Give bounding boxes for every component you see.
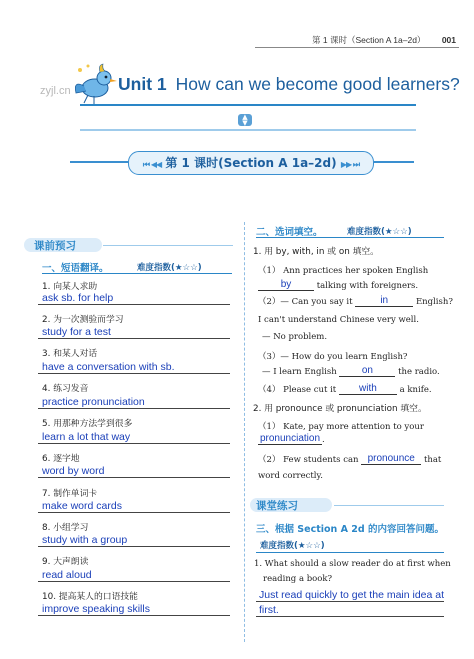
- part2-difficulty: 难度指数(★☆☆): [347, 227, 412, 237]
- phrase-a6: word by word: [42, 465, 105, 477]
- phrase-a5: learn a lot that way: [42, 431, 131, 443]
- sentence-2-1-tail: .: [322, 435, 325, 445]
- answer-line: [38, 443, 230, 444]
- sentence-2-1-line2: [258, 433, 325, 445]
- sentence-1-3-line2: [262, 365, 440, 377]
- sentence-1-2-head: （2）— Can you say it: [258, 297, 353, 307]
- running-header: [312, 34, 456, 46]
- part1-underline: [42, 273, 232, 274]
- section-banner: [128, 151, 374, 175]
- part1-difficulty: 难度指数(★☆☆): [137, 263, 202, 273]
- banner-line-right: [374, 161, 414, 163]
- answer-line: [38, 546, 230, 547]
- question-3-1: 1. What should a slow reader do at first when: [254, 559, 451, 569]
- sentence-1-4-head: （4） Please cut it: [258, 385, 337, 395]
- unit-title: [118, 74, 460, 95]
- column-divider: [244, 222, 245, 642]
- sentence-1-1: （1） Ann practices her spoken English: [258, 266, 429, 276]
- section-banner-title: 第 1 课时(Section A 1a–2d): [165, 156, 337, 170]
- unit-number: Unit 1: [118, 74, 167, 94]
- phrase-a10: improve speaking skills: [42, 603, 150, 615]
- title-underline: [80, 104, 416, 106]
- sentence-1-3-head: — I learn English: [262, 367, 337, 377]
- practice-heading-rule: [334, 505, 444, 506]
- phrase-a9: read aloud: [42, 569, 92, 581]
- blank-by[interactable]: by: [258, 279, 314, 291]
- banner-line-left: [70, 161, 128, 163]
- sentence-1-1-tail: talking with foreigners.: [316, 281, 419, 291]
- answer-line: [38, 512, 230, 513]
- answer-line: [38, 615, 230, 616]
- practice-heading: 课堂练习: [256, 500, 298, 512]
- answer-line: [38, 477, 230, 478]
- blank-pronounce[interactable]: pronounce: [361, 453, 421, 465]
- header-section: 第 1 课时（Section A 1a–2d）: [312, 35, 426, 45]
- answer-line: [38, 304, 230, 305]
- prev-controls-icon: ⏮ ◀◀: [142, 160, 162, 169]
- sentence-1-4: [258, 383, 432, 395]
- blank-in[interactable]: in: [355, 295, 413, 307]
- phrase-q2: 2. 为一次测验而学习: [42, 315, 124, 325]
- preview-heading: 课前预习: [34, 240, 76, 252]
- part1-title: 一、短语翻译。: [42, 263, 109, 274]
- sentence-2-1: （1） Kate, pay more attention to your: [258, 422, 424, 432]
- answer-3-1-line2: first.: [259, 604, 279, 616]
- phrase-q5: 5. 用那种方法学到很多: [42, 419, 133, 429]
- phrase-q3: 3. 和某人对话: [42, 349, 98, 359]
- sentence-2-2-line2: word correctly.: [258, 471, 323, 481]
- answer-line: [38, 581, 230, 582]
- watermark: zyjl.cn: [40, 85, 71, 97]
- sentence-2-2-tail: that: [423, 455, 442, 465]
- question-3-1-line2: reading a book?: [263, 574, 333, 584]
- phrase-q1: 1. 向某人求助: [42, 282, 98, 292]
- phrase-a8: study with a group: [42, 534, 128, 546]
- page-number: 001: [441, 35, 456, 45]
- phrase-q7: 7. 制作单词卡: [42, 489, 98, 499]
- blank-pronunciation[interactable]: pronunciation: [259, 433, 321, 444]
- answer-line: [38, 373, 230, 374]
- phrase-a3: have a conversation with sb.: [42, 361, 175, 373]
- sentence-2-2-head: （2） Few students can: [258, 455, 359, 465]
- title-underline-lower: [80, 129, 416, 131]
- answer-line: [38, 338, 230, 339]
- phrase-a4: practice pronunciation: [42, 396, 145, 408]
- phrase-q9: 9. 大声朗读: [42, 557, 89, 567]
- sentence-2-2: [258, 453, 441, 465]
- preview-heading-rule: [103, 245, 233, 246]
- fill-instruction-2: 2. 用 pronounce 或 pronunciation 填空。: [253, 404, 427, 414]
- answer-3-1-line1: Just read quickly to get the main idea at: [259, 589, 445, 601]
- phrase-a1: ask sb. for help: [42, 292, 114, 304]
- phrase-q6: 6. 逐字地: [42, 454, 80, 464]
- part3-difficulty: 难度指数(★☆☆): [260, 541, 325, 551]
- phrase-q8: 8. 小组学习: [42, 523, 89, 533]
- header-rule: [255, 47, 459, 48]
- sentence-1-2-line3: — No problem.: [262, 332, 328, 342]
- part3-underline: [256, 552, 444, 553]
- blank-on[interactable]: on: [339, 365, 395, 377]
- fill-instruction-1: 1. 用 by, with, in 或 on 填空。: [253, 247, 379, 257]
- phrase-q4: 4. 练习发音: [42, 384, 89, 394]
- part2-title: 二、选词填空。: [256, 227, 323, 238]
- bird-illustration: [70, 62, 120, 106]
- sentence-1-1-cont: [258, 279, 418, 291]
- sentence-1-3-tail: the radio.: [398, 367, 440, 377]
- phrase-q10: 10. 提高某人的口语技能: [42, 592, 138, 602]
- phrase-a2: study for a test: [42, 326, 111, 338]
- part3-title: 三、根据 Section A 2d 的内容回答问题。: [256, 524, 444, 535]
- expand-chevron-icon: ▲ ▼: [238, 114, 252, 126]
- sentence-1-2: [258, 295, 453, 307]
- part2-underline: [256, 237, 444, 238]
- blank-with[interactable]: with: [339, 383, 397, 395]
- sentence-1-4-tail: a knife.: [399, 385, 432, 395]
- sentence-1-3: （3）— How do you learn English?: [258, 352, 408, 362]
- unit-name: How can we become good learners?: [175, 74, 460, 94]
- next-controls-icon: ▶▶ ⏭: [340, 160, 360, 169]
- answer-line: [256, 616, 444, 617]
- answer-line: [38, 408, 230, 409]
- sentence-1-2-tail: English?: [415, 297, 453, 307]
- phrase-a7: make word cards: [42, 500, 122, 512]
- answer-line: [256, 601, 444, 602]
- sentence-1-2-line2: I can't understand Chinese very well.: [258, 315, 419, 325]
